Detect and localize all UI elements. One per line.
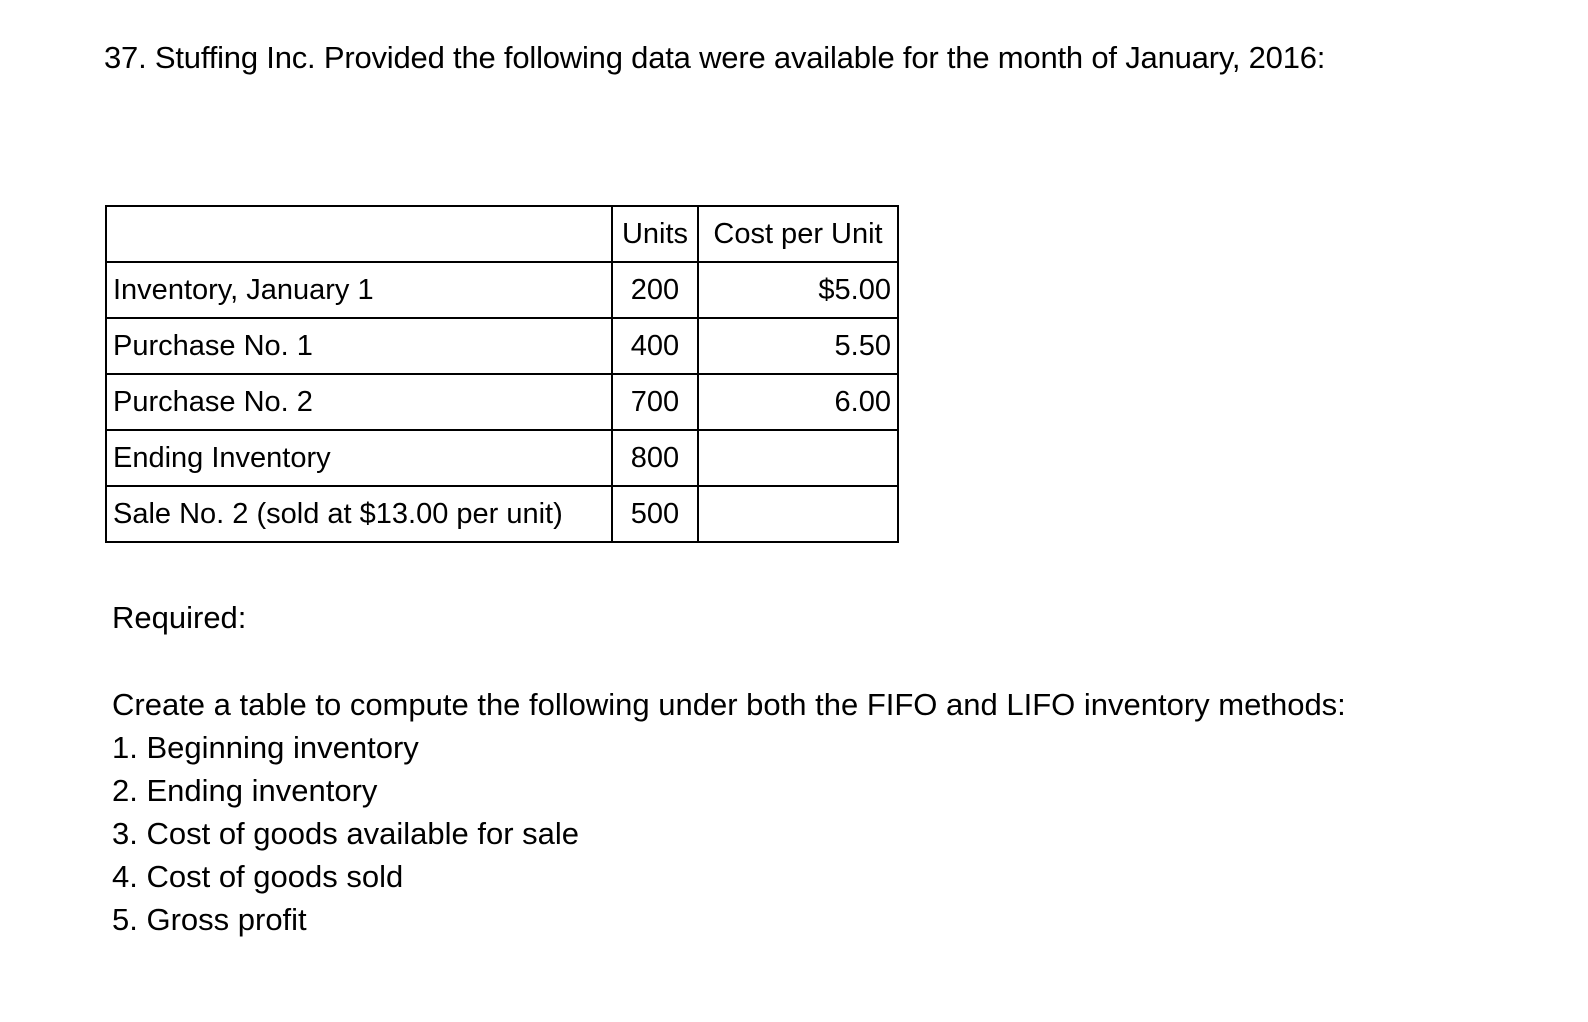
row-units: 500 bbox=[612, 486, 698, 542]
table-row bbox=[106, 430, 898, 486]
row-units: 700 bbox=[612, 374, 698, 430]
header-cell-label bbox=[106, 206, 612, 262]
table-row bbox=[106, 262, 898, 318]
required-heading: Required: bbox=[112, 600, 247, 635]
list-item: 3. Cost of goods available for sale bbox=[112, 816, 579, 851]
row-label: Purchase No. 2 bbox=[106, 374, 612, 430]
row-cost-per-unit bbox=[698, 430, 898, 486]
row-units: 200 bbox=[612, 262, 698, 318]
row-cost-per-unit: 5.50 bbox=[698, 318, 898, 374]
table-row bbox=[106, 486, 898, 542]
row-label: Sale No. 2 (sold at $13.00 per unit) bbox=[106, 486, 612, 542]
list-item: 5. Gross profit bbox=[112, 902, 307, 937]
header-cell-cost-per-unit: Cost per Unit bbox=[698, 206, 898, 262]
row-label: Ending Inventory bbox=[106, 430, 612, 486]
question-title: 37. Stuffing Inc. Provided the following data were available for the month of January, 2016: bbox=[104, 40, 1326, 75]
table-header-row bbox=[106, 206, 898, 262]
list-item: 4. Cost of goods sold bbox=[112, 859, 404, 894]
row-cost-per-unit: $5.00 bbox=[698, 262, 898, 318]
row-label: Purchase No. 1 bbox=[106, 318, 612, 374]
table-row bbox=[106, 374, 898, 430]
table-row bbox=[106, 318, 898, 374]
row-units: 400 bbox=[612, 318, 698, 374]
inventory-data-table bbox=[105, 205, 899, 543]
row-label: Inventory, January 1 bbox=[106, 262, 612, 318]
list-item: 1. Beginning inventory bbox=[112, 730, 419, 765]
required-items-list bbox=[112, 726, 1346, 941]
row-cost-per-unit bbox=[698, 486, 898, 542]
instruction-text: Create a table to compute the following under both the FIFO and LIFO inventory methods: bbox=[112, 687, 1346, 722]
row-cost-per-unit: 6.00 bbox=[698, 374, 898, 430]
row-units: 800 bbox=[612, 430, 698, 486]
list-item: 2. Ending inventory bbox=[112, 773, 378, 808]
header-cell-units: Units bbox=[612, 206, 698, 262]
required-instructions bbox=[112, 683, 1346, 941]
